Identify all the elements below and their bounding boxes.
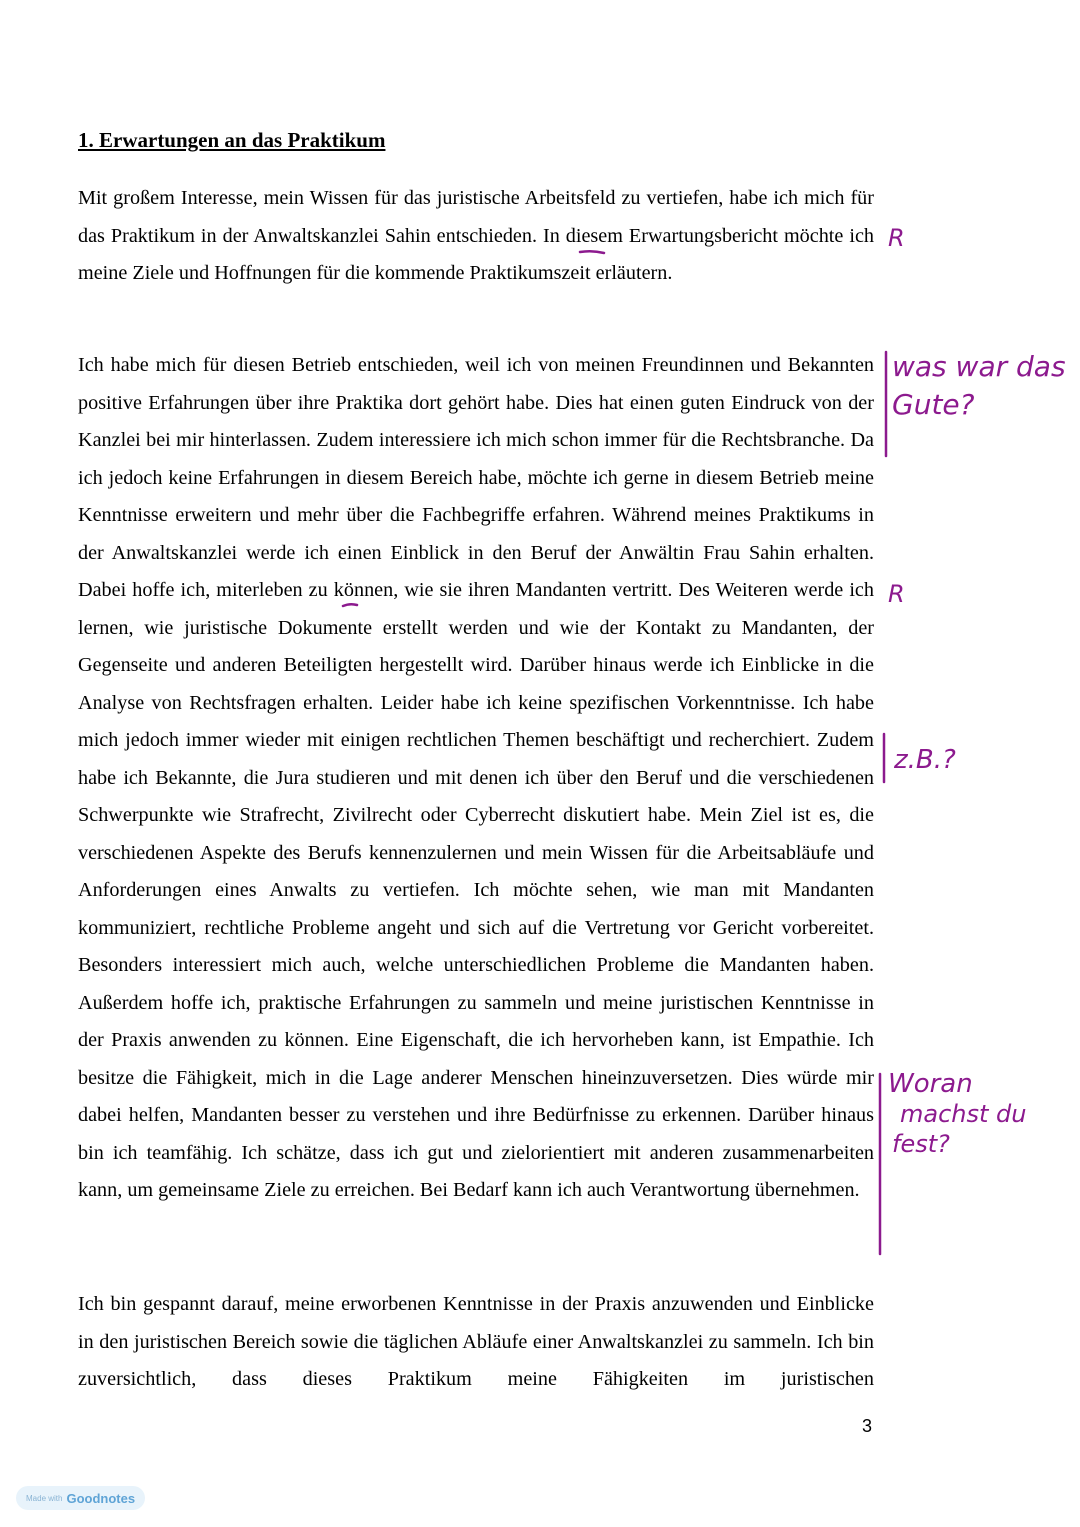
page-number: 3 [862,1416,873,1436]
watermark-prefix: Made with [26,1493,63,1503]
margin-note-2: z.B.? [894,745,956,775]
margin-note-3-line2: machst du [900,1100,1027,1128]
margin-note-3-line3: fest? [892,1130,950,1158]
margin-mark-r2: R [888,580,905,608]
paragraph-intro: Mit großem Interesse, mein Wissen für das juristische Arbeitsfeld zu vertiefen, habe ich mich für das Praktikum in der Anwaltskanzlei Sahin entschieden. In diesem Erwartungsbericht möchte ich meine Ziele und Hoffnungen für die kommende Praktikumszeit erläutern. [78,187,874,284]
margin-note-1-line2: Gute? [892,388,975,421]
margin-note-1-line1: was war das [892,350,1066,383]
goodnotes-watermark [16,1486,145,1510]
watermark-brand: Goodnotes [66,1490,136,1506]
margin-mark-r1: R [888,224,905,252]
paragraph-main: Ich habe mich für diesen Betrieb entschieden, weil ich von meinen Freundinnen und Bekannten positive Erfahrungen über ihre Praktika dort gehört habe. Dies hat einen guten Eindruck von der Kanzlei bei mir hinterlassen. Zudem interessiere ich mich schon immer für die Rechtsbranche. Da ich jedoch keine Erfahrungen in diesem Bereich habe, möchte ich gerne in diesem Betrieb meine Kenntnisse erweitern und mehr über die Fachbegriffe erfahren. Während meines Praktikums in der Anwaltskanzlei werde ich einen Einblick in den Beruf der Anwältin Frau Sahin erhalten. Dabei hoffe ich, miterleben zu können, wie sie ihren Mandanten vertritt. Des Weiteren werde ich lernen, wie juristische Dokumente erstellt werden und wie der Kontakt zu Mandanten, der Gegenseite und anderen Beteiligten hergestellt wird. Darüber hinaus werde ich Einblicke in die Analyse von Rechtsfragen erhalten. Leider habe ich keine spezifischen Vorkenntnisse. Ich habe mich jedoch immer wieder mit einigen rechtlichen Themen beschäftigt und recherchiert. Zudem habe ich Bekannte, die Jura studieren und mit denen ich über den Beruf und die verschiedenen Schwerpunkte wie Strafrecht, Zivilrecht oder Cyberrecht diskutiert habe. Mein Ziel ist es, die verschiedenen Aspekte des Berufs kennenzulernen und mein Wissen für die Arbeitsabläufe und Anforderungen eines Anwalts zu vertiefen. Ich möchte sehen, wie man mit Mandanten kommuniziert, rechtliche Probleme angeht und sich auf die Vertretung vor Gericht vorbereitet. Besonders interessiert mich auch, welche unterschiedlichen Probleme die Mandanten haben. Außerdem hoffe ich, praktische Erfahrungen zu sammeln und meine juristischen Kenntnisse in der Praxis anwenden zu können. Eine Eigenschaft, die ich hervorheben kann, ist Empathie. Ich besitze die Fähigkeit, mich in die Lage anderer Menschen hineinzuversetzen. Dies würde mir dabei helfen, Mandanten besser zu verstehen und ihre Bedürfnisse zu erkennen. Darüber hinaus bin ich teamfähig. Ich schätze, dass ich gut und zielorientiert mit anderen zusammenarbeiten kann, um gemeinsame Ziele zu erreichen. Bei Bedarf kann ich auch Verantwortung übernehmen. [78,354,874,1201]
margin-note-3-line1: Woran [888,1069,973,1099]
paragraph-closing: Ich bin gespannt darauf, meine erworbenen Kenntnisse in der Praxis anzuwenden und Einblicke in den juristischen Bereich sowie die täglichen Abläufe einer Anwaltskanzlei zu sammeln. Ich bin zuversichtlich, dass dieses Praktikum meine Fähigkeiten im juristischen [78,1293,874,1390]
section-heading: 1. Erwartungen an das Praktikum [78,128,386,152]
